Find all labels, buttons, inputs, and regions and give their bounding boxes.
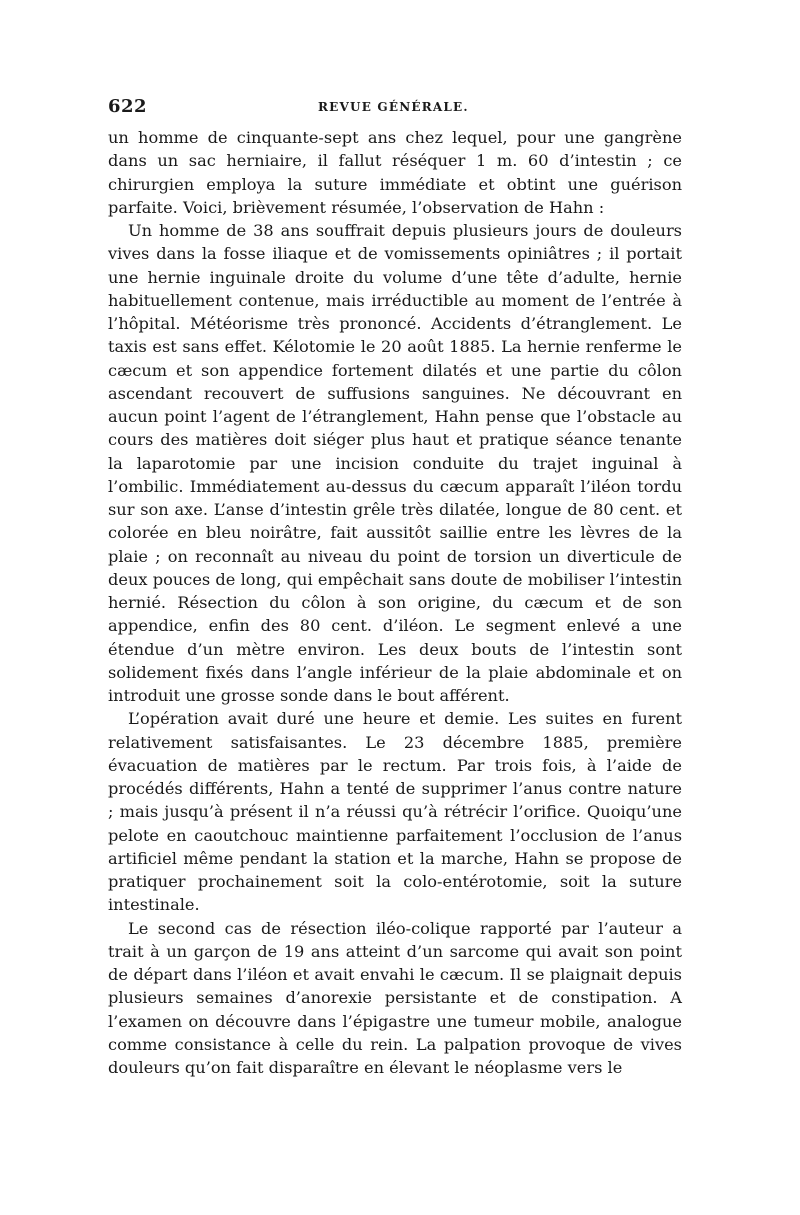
- document-page: [108, 96, 682, 1079]
- page-header: [108, 96, 682, 122]
- page-number: 622: [108, 96, 148, 117]
- paragraph-continuation: un homme de cinquante-sept ans chez lequel, pour une gangrène dans un sac herniaire, il fallut réséquer 1 m. 60 d’intestin ; ce chirurgien employa la suture immédiate et obtint une guérison parfaite. Voici, brièvement résumée, l’observation de Hahn :: [108, 128, 682, 217]
- running-title: REVUE GÉNÉRALE.: [318, 100, 469, 114]
- paragraph-second-case: Le second cas de résection iléo-colique rapporté par l’auteur a trait à un garçon de 19 ans atteint d’un sarcome qui avait son point de départ dans l’iléon et avait envahi le cæcum. Il se plaignait depuis plusieurs semaines d’anorexie persistante et de constipation. A l’examen on découvre dans l’épigastre une tumeur mobile, analogue comme consistance à celle du rein. La palpation provoque de vives douleurs qu’on fait disparaître en élevant le néoplasme vers le: [108, 918, 682, 1077]
- paragraph-operation-results: L’opération avait duré une heure et demie. Les suites en furent relativement satisfaisantes. Le 23 décembre 1885, première évacuation de matières par le rectum. Par trois fois, à l’aide de procédés différents, Hahn a tenté de supprimer l’anus contre nature ; mais jusqu’à présent il n’a réussi qu’à rétrécir l’orifice. Quoiqu’une pelote en caoutchouc maintienne parfaitement l’occlusion de l’anus artificiel même pendant la station et la marche, Hahn se propose de pratiquer prochainement soit la colo-entérotomie, soit la suture intestinale.: [108, 709, 682, 915]
- body-text: [108, 126, 682, 1079]
- paragraph-hahn-observation: Un homme de 38 ans souffrait depuis plusieurs jours de douleurs vives dans la fosse iliaque et de vomissements opiniâtres ; il portait une hernie inguinale droite du volume d’une tête d’adulte, hernie habituellement contenue, mais irréductible au moment de l’entrée à l’hôpital. Météorisme très prononcé. Accidents d’étranglement. Le taxis est sans effet. Kélotomie le 20 août 1885. La hernie renferme le cæcum et son appendice fortement dilatés et une partie du côlon ascendant recouvert de suffusions sanguines. Ne découvrant en aucun point l’agent de l’étranglement, Hahn pense que l’obstacle au cours des matières doit siéger plus haut et pratique séance tenante la laparotomie par une incision conduite du trajet inguinal à l’ombilic. Immédiatement au-dessus du cæcum apparaît l’iléon tordu sur son axe. L’anse d’intestin grêle très dilatée, longue de 80 cent. et colorée en bleu noirâtre, fait aussitôt saillie entre les lèvres de la plaie ; on reconnaît au niveau du point de torsion un diverticule de deux pouces de long, qui empêchait sans doute de mobiliser l’intestin hernié. Résection du côlon à son origine, du cæcum et de son appendice, enfin des 80 cent. d’iléon. Le segment enlevé a une étendue d’un mètre environ. Les deux bouts de l’intestin sont solidement fixés dans l’angle inférieur de la plaie abdominale et on introduit une grosse sonde dans le bout afférent.: [108, 221, 682, 705]
